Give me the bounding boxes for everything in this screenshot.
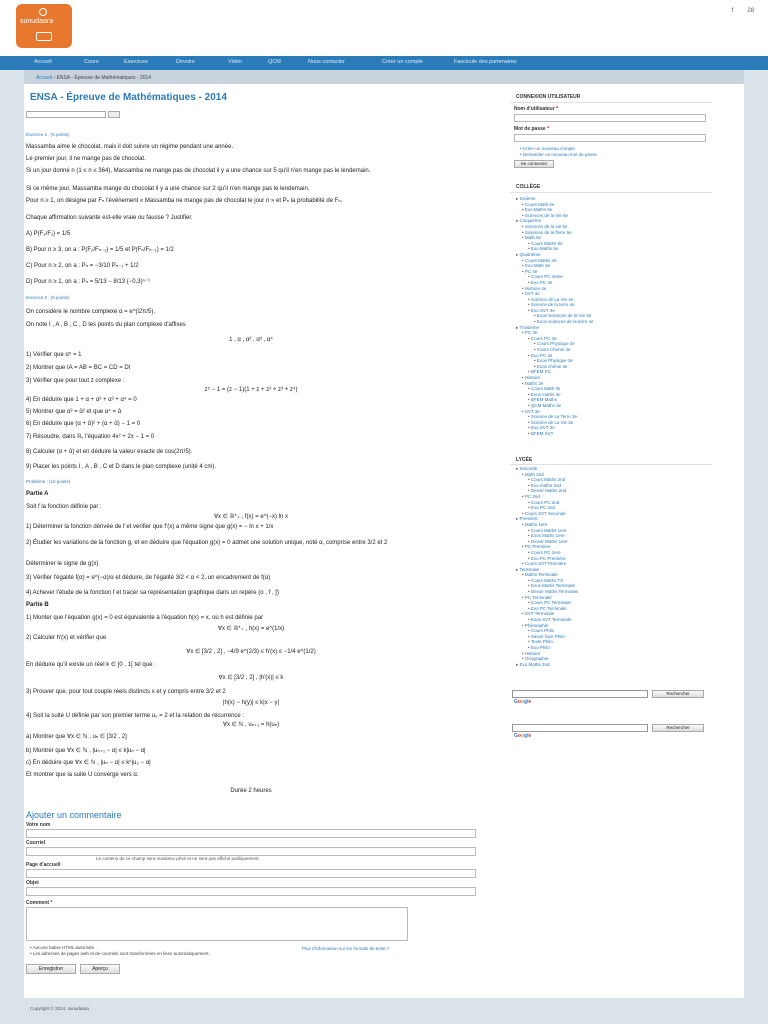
bullet-icon: • bbox=[522, 521, 525, 527]
menu-item[interactable]: • SVT 3e bbox=[522, 408, 540, 414]
menu-item[interactable]: • BFEM Maths bbox=[528, 397, 557, 403]
google-logo: Google bbox=[514, 733, 532, 739]
bullet-icon: • bbox=[534, 358, 537, 364]
menu-item[interactable]: • Cours PC 1ere bbox=[528, 549, 561, 555]
bullet-icon: • bbox=[528, 477, 531, 483]
menu-item[interactable]: • Cours Physique 3e bbox=[534, 341, 575, 347]
menu-item[interactable]: • PC 3e bbox=[522, 330, 538, 336]
bullet-icon: • bbox=[522, 471, 525, 477]
menu-item[interactable]: • Devoir Maths 2nd bbox=[528, 488, 567, 494]
menu-item[interactable]: • Maths Terminale bbox=[522, 572, 558, 578]
form-input[interactable] bbox=[26, 847, 476, 856]
bullet-icon: • bbox=[522, 291, 525, 297]
bullet-icon: • bbox=[528, 505, 531, 511]
paragraph: a) Montrer que ∀x ∈ ℕ , uₙ ∈ [3/2 , 2] bbox=[26, 734, 127, 740]
section-heading: Problème : (10 points) bbox=[26, 479, 71, 484]
help-icon: ? bbox=[386, 946, 390, 951]
bullet-icon: • bbox=[528, 499, 531, 505]
lycee-heading: LYCÉE bbox=[516, 457, 533, 463]
field-label: Courriel bbox=[26, 840, 46, 846]
bullet-icon: • bbox=[528, 240, 531, 246]
menu-item[interactable]: • Philosophie bbox=[522, 622, 549, 628]
paragraph: 1) Vérifier que α⁵ = 1 bbox=[26, 352, 82, 358]
menu-item[interactable]: • Devoir Maths 1ere bbox=[528, 538, 568, 544]
google-search-button[interactable]: Rechercher bbox=[652, 690, 704, 698]
top-strip bbox=[0, 0, 768, 56]
menu-item[interactable]: • Texte Philo bbox=[528, 639, 553, 645]
bullet-icon: • bbox=[528, 335, 531, 341]
bullet-icon: • bbox=[522, 375, 525, 380]
paragraph: Déterminer le signe de g(x) bbox=[26, 561, 99, 567]
breadcrumb-home[interactable]: Accueil bbox=[36, 75, 53, 81]
username-input[interactable] bbox=[514, 114, 706, 122]
google-search-input[interactable] bbox=[512, 690, 648, 698]
bullet-icon: • bbox=[528, 397, 531, 403]
field-label: Page d'accueil bbox=[26, 862, 61, 868]
bullet-icon: • bbox=[528, 482, 531, 488]
bullet-icon: • bbox=[528, 430, 531, 436]
nav-item-cours[interactable]: Cours bbox=[84, 59, 99, 65]
menu-item[interactable]: • Cours Maths TS bbox=[528, 577, 564, 583]
password-input[interactable] bbox=[514, 134, 706, 142]
bullet-icon: • bbox=[528, 628, 531, 634]
bullet-icon: ▸ bbox=[516, 516, 520, 522]
menu-item[interactable]: ▸ Seconde bbox=[516, 466, 538, 471]
paragraph: 3) Vérifier que pour tout z complexe : bbox=[26, 378, 125, 384]
login-heading: CONNEXION UTILISATEUR bbox=[516, 94, 581, 100]
bullet-icon: • bbox=[522, 380, 525, 386]
menu-item[interactable]: • Cours Math 6e bbox=[522, 201, 555, 207]
paragraph: z⁵ − 1 = (z − 1)(1 + z + z² + z³ + z⁴) bbox=[204, 387, 298, 393]
bullet-icon: • bbox=[522, 561, 525, 567]
preview-button[interactable]: Aperçu bbox=[80, 964, 120, 974]
bullet-icon: • bbox=[522, 201, 525, 207]
paragraph: 7) Résoudre, dans ℝ, l'équation 4x² + 2x − 1 = 0 bbox=[26, 434, 155, 440]
paragraph: 3) Vérifier l'égalité f(α) = e^(−α)/α et déduire, de l'égalité 3/2 < α < 2, un encadrement de f(α) bbox=[26, 575, 271, 581]
menu-item[interactable]: • Sciences de la Vie 6e bbox=[522, 212, 569, 218]
create-account-link[interactable]: • Créer un nouveau compte bbox=[520, 146, 575, 151]
facebook-icon[interactable]: f bbox=[731, 8, 734, 14]
form-input[interactable] bbox=[26, 869, 476, 878]
username-label: Nom d'utilisateur * bbox=[514, 106, 558, 112]
field-label: Objet bbox=[26, 880, 39, 886]
bullet-icon: • bbox=[528, 617, 531, 623]
menu-item[interactable]: • Math 5e bbox=[522, 235, 542, 241]
college-menu bbox=[516, 196, 593, 437]
paragraph: ∀x ∈ ℕ , uₙ₊₁ = h(uₙ) bbox=[222, 722, 280, 728]
section-heading: Exercice 2 : (5 points) bbox=[26, 295, 70, 300]
bullet-icon: • bbox=[522, 212, 525, 218]
bullet-icon: • bbox=[522, 285, 525, 291]
bullet-icon: • bbox=[522, 263, 525, 269]
field-label: Comment * bbox=[26, 900, 53, 906]
bullet-icon: ▸ bbox=[516, 218, 520, 224]
menu-item[interactable]: • Exos Maths Terminale bbox=[528, 583, 576, 589]
nav-item-create-account[interactable]: Créer un compte bbox=[382, 59, 423, 65]
menu-item[interactable]: • Exo PC 3e bbox=[528, 352, 553, 358]
bullet-icon: • bbox=[522, 268, 525, 274]
paragraph: Et montrer que la suite U converge vers α. bbox=[26, 772, 139, 778]
breadcrumb-current: ENSA - Épreuve de Mathématiques - 2014 bbox=[56, 75, 152, 81]
menu-item[interactable]: • PC Terminale bbox=[522, 594, 552, 600]
menu-item[interactable]: • QCM Maths 3e bbox=[528, 402, 562, 408]
menu-item[interactable]: ▸ Première bbox=[516, 516, 538, 522]
menu-item[interactable]: • Géographie bbox=[522, 656, 549, 662]
menu-item[interactable]: • Exo maths 2nd bbox=[528, 482, 561, 488]
paragraph: 6) En déduire que (α + ᾱ)² + (α + ᾱ) − 1 = 0 bbox=[26, 421, 141, 427]
bullet-icon: • bbox=[528, 527, 531, 533]
paragraph: 9) Placer les points I , A , B , C et D dans le plan complexe (unité 4 cm). bbox=[26, 464, 217, 470]
footer-copyright: Copyright © 2014, sunudaara bbox=[30, 1006, 89, 1011]
paragraph: B) Pour n ≥ 3, on a : P(F₂/Fₙ₋₁) = 1/5 et P(Fₙ/Fₙ₋₁) = 1/2 bbox=[26, 247, 174, 253]
bullet-icon: • bbox=[528, 639, 531, 645]
college-heading: COLLÈGE bbox=[516, 184, 541, 190]
page-search-input[interactable] bbox=[26, 111, 106, 118]
bullet-icon: • bbox=[528, 589, 531, 595]
menu-item[interactable]: ▸ Cinquième bbox=[516, 218, 542, 224]
bullet-icon: ▸ bbox=[516, 466, 520, 471]
menu-item[interactable]: • Science de La Vie 3e bbox=[528, 419, 574, 425]
menu-item[interactable]: ▸ Troisième bbox=[516, 324, 540, 330]
paragraph: Partie B bbox=[26, 602, 49, 608]
bullet-icon: • bbox=[528, 307, 531, 313]
section-heading: Exercice 1 : (5 points) bbox=[26, 132, 70, 137]
paragraph: On considère le nombre complexe α = e^(i2π/5). bbox=[26, 309, 155, 315]
divider bbox=[510, 102, 712, 103]
menu-item[interactable]: • Math 2nd bbox=[522, 471, 544, 477]
bullet-icon: • bbox=[522, 235, 525, 241]
paragraph: 2) Calculer h′(x) et vérifier que bbox=[26, 635, 107, 641]
menu-item[interactable]: • Exos SVT Terminale bbox=[528, 617, 572, 623]
paragraph: C) Pour n ≥ 2, on a : Pₙ = −3/10 Pₙ₋₁ + 1/2 bbox=[26, 263, 139, 269]
paragraph: Partie A bbox=[26, 491, 49, 497]
menu-item[interactable]: • Cours Maths 1ere bbox=[528, 527, 567, 533]
bullet-icon: ▸ bbox=[516, 566, 520, 572]
lycee-menu bbox=[516, 466, 578, 667]
paragraph: ∀x ∈ [3/2 , 2] , |h′(x)| ≤ k bbox=[218, 675, 284, 681]
paragraph: b) Montrer que ∀x ∈ ℕ , |uₙ₊₁ − α| ≤ k|uₙ − α| bbox=[26, 748, 146, 754]
bullet-icon: ▸ bbox=[516, 324, 520, 330]
paragraph: D) Pour n ≥ 1, on a : Pₙ = 5/13 − 8/13 (−0,3)ⁿ⁻¹ bbox=[26, 279, 150, 285]
menu-item[interactable]: • Exo Philo bbox=[528, 645, 550, 650]
bullet-icon: • bbox=[522, 257, 525, 263]
share-count: 28 bbox=[747, 8, 754, 14]
logo-screen-icon bbox=[36, 32, 52, 41]
bullet-icon: • bbox=[528, 402, 531, 408]
paragraph: 1 , α , α² , α³ , α⁴ bbox=[229, 337, 273, 343]
paragraph: Le premier jour, il ne mange pas de chocolat. bbox=[26, 156, 146, 162]
bullet-icon: • bbox=[528, 302, 531, 308]
bullet-icon: • bbox=[534, 319, 537, 325]
menu-item[interactable]: • Exos Sciences de la Vie 4e bbox=[534, 313, 592, 319]
menu-item[interactable]: • BFEM PC bbox=[528, 369, 551, 375]
bullet-icon: • bbox=[522, 229, 525, 235]
bullet-icon: • bbox=[528, 488, 531, 494]
bullet-icon: • bbox=[528, 549, 531, 555]
menu-item[interactable]: • PC 4e bbox=[522, 268, 538, 274]
menu-item[interactable]: • Cours SVT Première bbox=[522, 561, 567, 567]
paragraph: c) En déduire que ∀x ∈ ℕ , |uₙ − α| ≤ kⁿ|u₀ − α| bbox=[26, 760, 151, 766]
field-label: Votre nom bbox=[26, 822, 51, 828]
format-notes bbox=[30, 945, 270, 957]
comment-textarea[interactable] bbox=[26, 907, 408, 941]
bullet-icon: • bbox=[528, 600, 531, 606]
bullet-icon: • bbox=[522, 207, 525, 213]
bullet-icon: • bbox=[534, 347, 537, 353]
paragraph: 4) Soit la suite U définie par son premier terme u₀ = 2 et la relation de récurrence : bbox=[26, 713, 245, 719]
bullet-icon: • bbox=[528, 369, 531, 375]
menu-item[interactable]: • Histoire bbox=[522, 375, 541, 380]
paragraph: Massamba aime le chocolat, mais il doit suivre un régime pendant une année. bbox=[26, 144, 234, 150]
bullet-icon: • bbox=[522, 594, 525, 600]
menu-item[interactable]: ▸ Sixième bbox=[516, 196, 536, 201]
menu-item[interactable]: • Exo Math 4e bbox=[522, 263, 551, 269]
menu-item[interactable]: • Exo SVT 3e bbox=[528, 425, 555, 431]
menu-item[interactable]: • Exos Physique 3e bbox=[534, 358, 573, 364]
divider bbox=[510, 464, 712, 465]
bullet-icon: • bbox=[528, 555, 531, 561]
social-links bbox=[732, 8, 754, 14]
bullet-icon: • bbox=[528, 352, 531, 358]
paragraph: 1) Monter que l'équation g(x) = 0 est équivalente à l'équation h(x) = x, où h est définie par bbox=[26, 615, 264, 621]
menu-item[interactable]: • Cours Philo bbox=[528, 628, 555, 634]
paragraph: 5) Montrer que α³ = ᾱ² et que α⁴ = ᾱ bbox=[26, 409, 122, 415]
comment-heading: Ajouter un commentaire bbox=[26, 810, 122, 820]
menu-item[interactable]: • Cours SVT Seconde bbox=[522, 510, 566, 516]
paragraph: Durée 2 heures bbox=[230, 788, 272, 794]
menu-item[interactable]: • Sciences de la vie 5e bbox=[522, 223, 568, 229]
menu-item[interactable]: • Cours Maths 4e bbox=[522, 257, 557, 263]
divider bbox=[510, 192, 712, 193]
formats-link[interactable]: Plus d'information sur les formats de texte ? bbox=[302, 946, 390, 951]
bullet-icon: • bbox=[528, 414, 531, 420]
menu-item[interactable]: • Cours PC 4eme bbox=[528, 274, 563, 280]
menu-item[interactable]: • Histoire 4e bbox=[522, 285, 547, 291]
breadcrumb: Accueil › ENSA - Épreuve de Mathématiques - 2014 bbox=[36, 75, 152, 81]
menu-item[interactable]: • SVT Terminale bbox=[522, 611, 555, 617]
bullet-icon: • bbox=[528, 538, 531, 544]
bullet-icon: • bbox=[528, 533, 531, 539]
paragraph: On note I , A , B , C , D les points du plan complexe d'affixes bbox=[26, 322, 186, 328]
menu-item[interactable]: • Science de la terre 4e bbox=[528, 302, 575, 308]
paragraph: Si un jour donné n (1 ≤ n ≤ 364), Massamba ne mange pas de chocolat il y a une chance sur 5 qu'il n'en mange pas le lendemain. bbox=[26, 168, 371, 174]
bullet-icon: • bbox=[522, 650, 525, 656]
logo-head-icon bbox=[39, 8, 47, 16]
bullet-icon: • bbox=[528, 419, 531, 425]
menu-item[interactable]: • Exos Maths 1ere bbox=[528, 533, 565, 539]
menu-item[interactable]: • Cours Maths 2nd bbox=[528, 477, 566, 483]
bullet-icon: ▸ bbox=[516, 196, 520, 201]
menu-item[interactable]: • Exo PC Terminale bbox=[528, 605, 567, 611]
menu-item[interactable]: • Maths 3e bbox=[522, 380, 544, 386]
menu-item[interactable]: • Cours Math 3e bbox=[528, 386, 561, 392]
new-password-link[interactable]: • Demander un nouveau mot de passe bbox=[520, 152, 597, 157]
menu-item[interactable]: • Maths 1ere bbox=[522, 521, 548, 527]
menu-item[interactable]: • Exo Maths 5e bbox=[528, 246, 559, 252]
bullet-icon: • bbox=[534, 363, 537, 369]
bullet-icon: • bbox=[522, 611, 525, 617]
login-button[interactable]: Se connecter bbox=[514, 160, 554, 168]
menu-item[interactable]: • Exo PC 2nd bbox=[528, 505, 555, 511]
menu-item[interactable]: • Science de La Vie 4e bbox=[528, 296, 574, 302]
menu-item[interactable]: • PC 2nd bbox=[522, 493, 540, 499]
menu-item[interactable]: • Exos sciences de la terre 4e bbox=[534, 319, 594, 325]
save-button[interactable]: Enregistrer bbox=[26, 964, 76, 974]
nav-item-devoirs[interactable]: Devoirs bbox=[176, 59, 195, 65]
paragraph: 4) En déduire que 1 + α + α² + α³ + α⁴ = 0 bbox=[26, 397, 137, 403]
menu-item[interactable]: ▸ Terminale bbox=[516, 566, 539, 572]
bullet-icon: • bbox=[522, 544, 525, 550]
bullet-icon: • bbox=[534, 313, 537, 319]
bullet-icon: • bbox=[522, 622, 525, 628]
menu-item[interactable]: ▸ Quatrième bbox=[516, 251, 541, 257]
nav-item-qcm[interactable]: QCM bbox=[268, 59, 281, 65]
menu-item[interactable]: • Devoir Maths Terminale bbox=[528, 589, 579, 595]
menu-item[interactable]: • Cours PC 2nd bbox=[528, 499, 560, 505]
menu-item[interactable]: • Cours Chimie 3e bbox=[534, 347, 571, 353]
google-search-button-2[interactable]: Rechercher bbox=[652, 724, 704, 732]
paragraph: A) P(F₂/F₁) = 1/5 bbox=[26, 231, 71, 237]
bullet-icon: • bbox=[528, 274, 531, 280]
bullet-icon: • bbox=[528, 296, 531, 302]
bullet-icon: • bbox=[522, 572, 525, 578]
menu-item[interactable]: • Exo SVT 4e bbox=[528, 307, 555, 313]
bullet-icon: ▸ bbox=[516, 661, 520, 667]
menu-item[interactable]: • PC Première bbox=[522, 544, 551, 550]
paragraph: 2) Montrer que IA = AB = BC = CD = DI bbox=[26, 365, 131, 371]
bullet-icon: • bbox=[528, 577, 531, 583]
bullet-icon: • bbox=[528, 391, 531, 397]
menu-item[interactable]: • Exo Maths 6e bbox=[522, 207, 553, 213]
bullet-icon: • bbox=[534, 341, 537, 347]
bullet-icon: • bbox=[528, 425, 531, 431]
page-search-button[interactable] bbox=[108, 111, 120, 118]
menu-item[interactable]: • Histoire bbox=[522, 650, 541, 656]
paragraph: ∀x ∈ [3/2 , 2] , −4/9 e^(2/3) ≤ h′(x) ≤ −1/4 e^(1/2) bbox=[186, 649, 316, 655]
paragraph: 8) Calculer (α + ᾱ) et en déduire la valeur exacte de cos(2π/5). bbox=[26, 449, 193, 455]
form-input[interactable] bbox=[26, 829, 476, 838]
menu-item[interactable]: ▸ Exo Maths 2nd bbox=[516, 661, 550, 667]
menu-item[interactable]: • BFEM SVT bbox=[528, 430, 554, 436]
menu-item[interactable]: • SVT 4e bbox=[522, 291, 540, 297]
menu-item[interactable]: • Science de La Terre 3e bbox=[528, 414, 578, 420]
google-logo: Google bbox=[514, 699, 532, 705]
nav-item-exercices[interactable]: Exercices bbox=[124, 59, 148, 65]
nav-item-partners[interactable]: Fascicule des partenaires bbox=[454, 59, 517, 65]
logo-text: sunudaara bbox=[20, 18, 54, 25]
paragraph: 3) Prouver que, pour tout couple réels distincts x et y compris entre 3/2 et 2 bbox=[26, 689, 226, 695]
bullet-icon: • bbox=[528, 279, 531, 285]
bullet-icon: • bbox=[522, 223, 525, 229]
paragraph: Soit f la fonction définie par : bbox=[26, 504, 102, 510]
paragraph: ∀x ∈ ℝ*₊ , f(x) = e^(−x) ln x bbox=[213, 514, 289, 520]
paragraph: Pour n ≥ 1, on désigne par Fₙ l'événement « Massamba ne mange pas de chocolat le jour n » et Pₙ la probabilité de Fₙ. bbox=[26, 198, 343, 204]
menu-item[interactable]: • Cours Maths 5e bbox=[528, 240, 563, 246]
nav-item-contact[interactable]: Nous contacter bbox=[308, 59, 345, 65]
bullet-icon: • bbox=[528, 583, 531, 589]
nav-item-accueil[interactable]: Accueil bbox=[34, 59, 52, 65]
bullet-icon: • bbox=[522, 330, 525, 336]
email-help-text: Le contenu de ce champ sera maintenu privé et ne sera pas affiché publiquement. bbox=[96, 856, 260, 861]
nav-item-video[interactable]: Vidéo bbox=[228, 59, 242, 65]
bullet-icon: ▸ bbox=[516, 251, 520, 257]
note-item: • Aucune balise HTML autorisée bbox=[30, 945, 94, 950]
page-title: ENSA - Épreuve de Mathématiques - 2014 bbox=[30, 92, 227, 103]
menu-item[interactable]: • Exo PC 4e bbox=[528, 279, 553, 285]
menu-item[interactable]: • Cours PC Terminale bbox=[528, 600, 572, 606]
form-input[interactable] bbox=[26, 887, 476, 896]
menu-item[interactable]: • Exo PC Première bbox=[528, 555, 566, 561]
bullet-icon: • bbox=[528, 386, 531, 392]
site-logo[interactable] bbox=[16, 4, 72, 48]
menu-item[interactable]: • Exos maths 3e bbox=[528, 391, 561, 397]
note-item: • Les adresses de pages web et de courriels sont transformées en liens automatiquement. bbox=[30, 951, 210, 956]
bullet-icon: • bbox=[522, 510, 525, 516]
bullet-icon: • bbox=[522, 656, 525, 662]
menu-item[interactable]: • Exos chimie 3e bbox=[534, 363, 568, 369]
paragraph: 1) Déterminer la fonction dérivée de f et vérifier que f′(x) a même signe que g(x) = − ln x + 1/x bbox=[26, 524, 274, 530]
menu-item[interactable]: • Cours PC 3e bbox=[528, 335, 557, 341]
menu-item[interactable]: • Savoir faire Philo bbox=[528, 633, 565, 639]
google-search-input-2[interactable] bbox=[512, 724, 648, 732]
paragraph: En déduire qu'il existe un réel k ∈ ]0 , 1[ tel que : bbox=[26, 662, 156, 668]
paragraph: |h(x) − h(y)| ≤ k|x − y| bbox=[222, 700, 280, 706]
paragraph: Si ce même jour, Massamba mange du chocolat il y a une chance sur 2 qu'il n'en mange pas le lendemain. bbox=[26, 186, 310, 192]
bullet-icon: • bbox=[528, 246, 531, 252]
bullet-icon: • bbox=[522, 408, 525, 414]
bullet-icon: • bbox=[528, 633, 531, 639]
password-label: Mot de passe * bbox=[514, 126, 550, 132]
bullet-icon: • bbox=[522, 493, 525, 499]
paragraph: Chaque affirmation suivante est-elle vraie ou fausse ? Justifier. bbox=[26, 215, 193, 221]
main-navigation bbox=[0, 56, 768, 70]
paragraph: ∀x ∈ ℝ*₊ , h(x) = e^(1/x) bbox=[217, 626, 285, 632]
bullet-icon: • bbox=[528, 605, 531, 611]
paragraph: 2) Étudier les variations de la fonction g, et en déduire que l'équation g(x) = 0 admet une solution unique, noté α, comprise entre 3/2 et 2 bbox=[26, 540, 388, 546]
menu-item[interactable]: • Sciences de la Terre 5e bbox=[522, 229, 572, 235]
bullet-icon: • bbox=[528, 645, 531, 650]
paragraph: 4) Achever l'étude de la fonction f et tracer sa représentation graphique dans un repère (o , i⃗ , j⃗) bbox=[26, 590, 279, 596]
